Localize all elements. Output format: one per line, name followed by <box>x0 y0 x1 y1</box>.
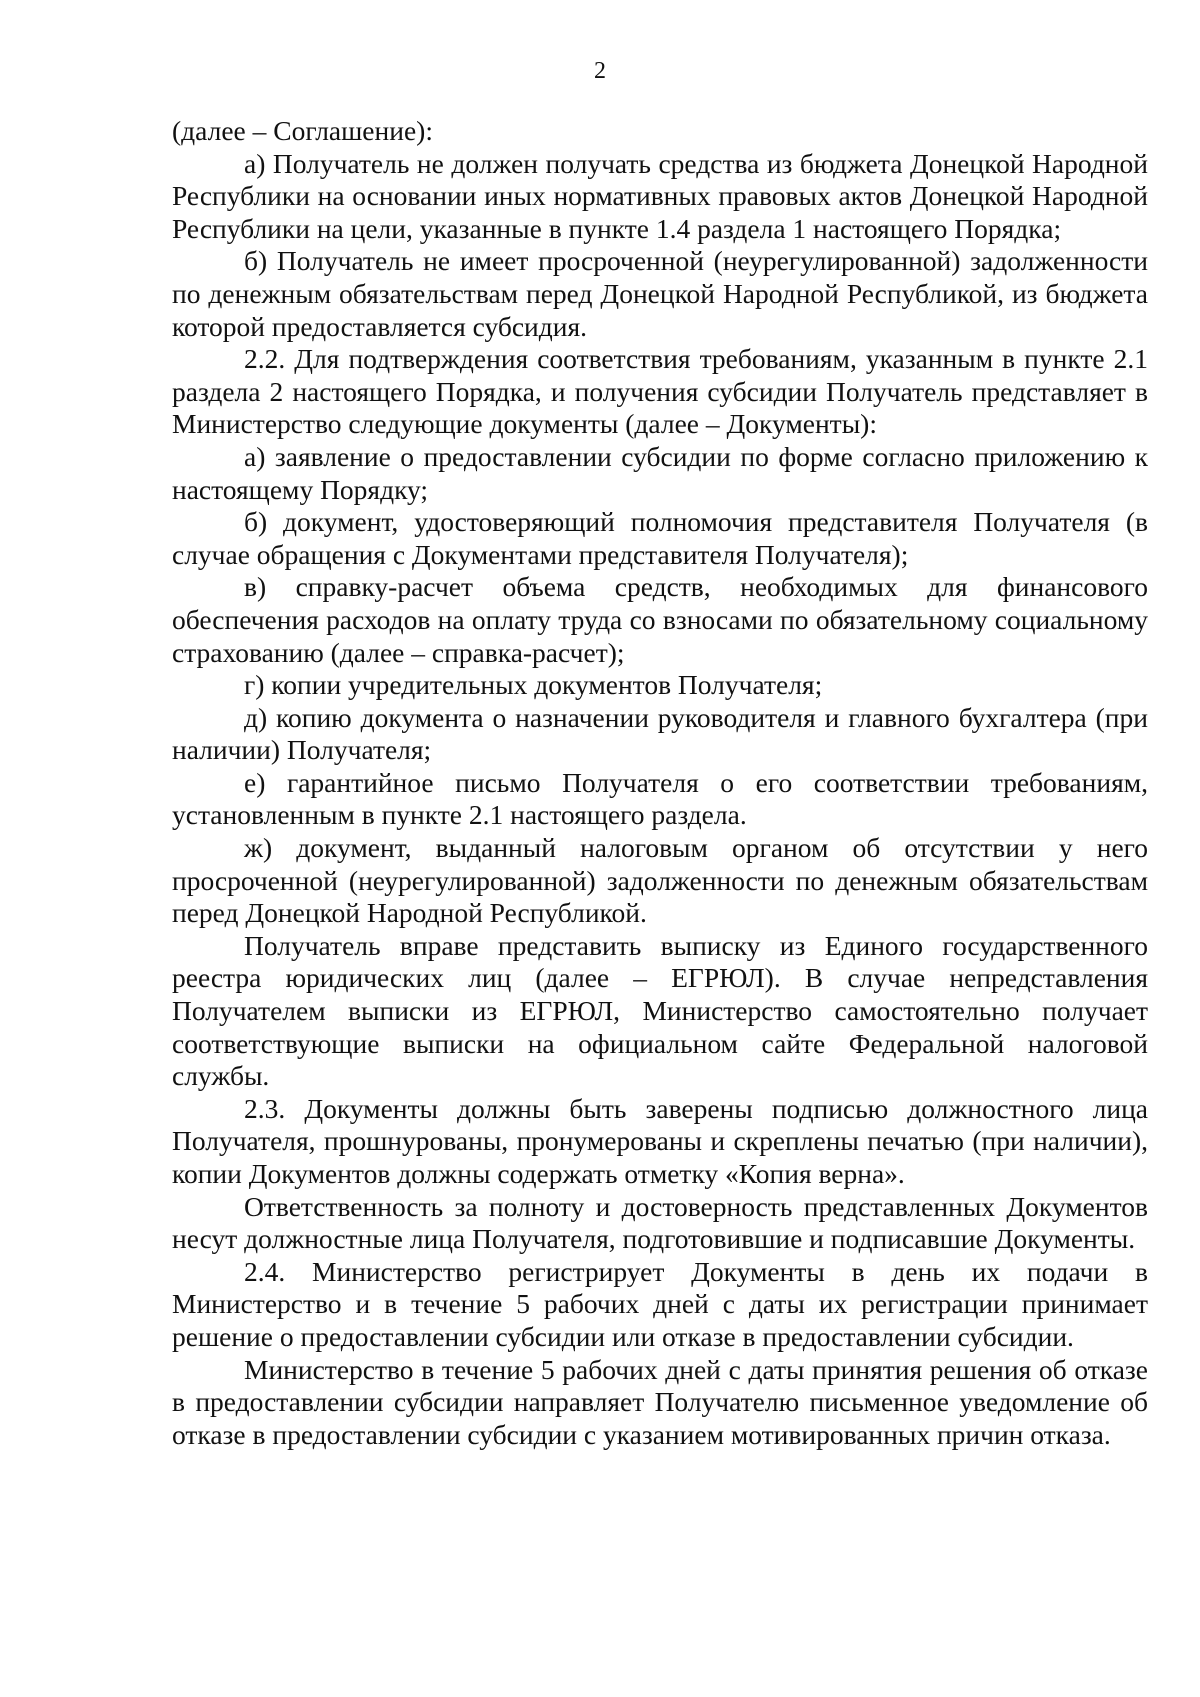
paragraph-doc-e: е) гарантийное письмо Получателя о его соответствии требованиям, установленным в пункте 2.1 настоящего раздела. <box>172 766 1148 831</box>
paragraph-doc-g: г) копии учредительных документов Получателя; <box>244 669 823 701</box>
paragraph-item-b: б) Получатель не имеет просроченной (неурегулированной) задолженности по денежным обязательствам перед Донецкой Народной Республикой, из бюджета которой предоставляется субсидия. <box>172 245 1148 342</box>
paragraph-egrul: Получатель вправе представить выписку из Единого государственного реестра юридических лиц (далее – ЕГРЮЛ). В случае непредставления Получателем выписки из ЕГРЮЛ, Министерство самостоятельно получает соответствующие выписки на официальном сайте Федеральной налоговой службы. <box>172 929 1148 1092</box>
paragraph-doc-d: д) копию документа о назначении руководителя и главного бухгалтера (при наличии) Получателя; <box>172 701 1148 766</box>
paragraph-doc-b: б) документ, удостоверяющий полномочия представителя Получателя (в случае обращения с Документами представителя Получателя); <box>172 506 1148 570</box>
paragraph-doc-v: в) справку-расчет объема средств, необходимых для финансового обеспечения расходов на оплату труда со взносами по обязательному социальному страхованию (далее – справка-расчет); <box>172 571 1148 668</box>
paragraph-clause-2-2: 2.2. Для подтверждения соответствия требованиям, указанным в пункте 2.1 раздела 2 настоящего Порядка, и получения субсидии Получатель представляет в Министерство следующие документы (далее – Документы): <box>172 343 1148 440</box>
document-body <box>172 115 1148 1451</box>
paragraph-refusal-notice: Министерство в течение 5 рабочих дней с даты принятия решения об отказе в предоставлении субсидии направляет Получателю письменное уведомление об отказе в предоставлении субсидии с указанием мотивированных причин отказа. <box>172 1353 1148 1450</box>
paragraph-responsibility: Ответственность за полноту и достоверность представленных Документов несут должностные лица Получателя, подготовившие и подписавшие Документы. <box>172 1190 1148 1255</box>
paragraph-item-a: а) Получатель не должен получать средства из бюджета Донецкой Народной Республики на основании иных нормативных правовых актов Донецкой Народной Республики на цели, указанные в пункте 1.4 раздела 1 настоящего Порядка; <box>172 147 1148 244</box>
paragraph-clause-2-4: 2.4. Министерство регистрирует Документы в день их подачи в Министерство и в течение 5 рабочих дней с даты их регистрации принимает решение о предоставлении субсидии или отказе в предоставлении субсидии. <box>172 1255 1148 1352</box>
paragraph-clause-2-3: 2.3. Документы должны быть заверены подписью должностного лица Получателя, прошнурованы, пронумерованы и скреплены печатью (при наличии), копии Документов должны содержать отметку «Копия верна». <box>172 1092 1148 1189</box>
paragraph-intro: (далее – Соглашение): <box>172 115 433 146</box>
paragraph-doc-a: а) заявление о предоставлении субсидии по форме согласно приложению к настоящему Порядку; <box>172 440 1148 505</box>
page-number: 2 <box>594 58 606 84</box>
paragraph-doc-zh: ж) документ, выданный налоговым органом об отсутствии у него просроченной (неурегулированной) задолженности по денежным обязательствам перед Донецкой Народной Республикой. <box>172 832 1148 929</box>
